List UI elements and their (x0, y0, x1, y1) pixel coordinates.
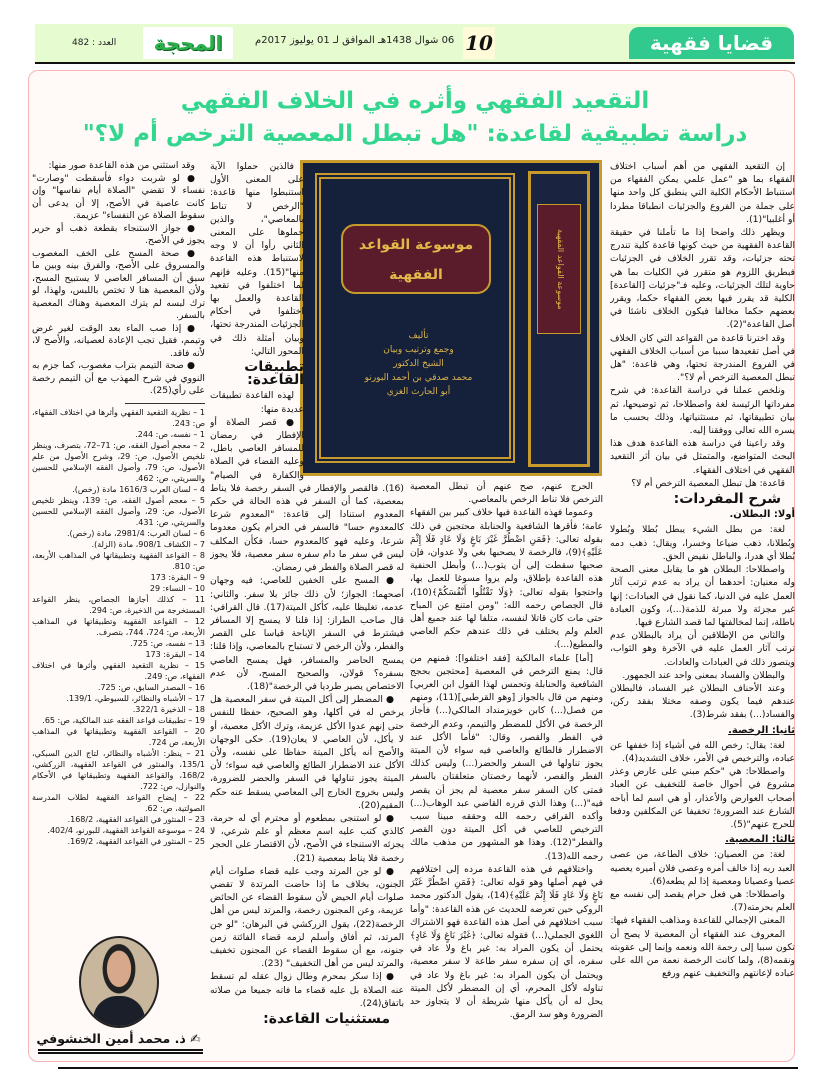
footnote: 4 – لسان العرب 1616/3 مادة (رخص). (72, 484, 205, 494)
book-spine: موسوعة القواعد الفقهية (528, 171, 590, 467)
paragraph: إن التقعيد الفقهي من أهم أسباب اختلاف الفقهاء بما هو "عمل علمي يمكن الفقهاء من استنباط الأحكام الكلية التي ينطبق كل واحد منها على جملة من الفروع والجزئيات انطباقا مطردا أو أغلبيا"(1). (610, 161, 795, 225)
paragraph: ● لو جن المرتد وجب عليه قضاء صلوات أيام الجنون، بخلاف ما إذا حاضت المرتدة لا تقضي صلوات أيام الحيض لأن سقوط القضاء عن الحائض عزيمة، وعن المجنون رخصة، والمرتد ليس من أهل الرخصة(22)، يقول الزركشي في البرهان: "لو جن المرتد، ثم أفاق وأسلم لزمه قضاء الفائتة زمن جنونه، مع أن سقوط القضاء عن المجنون تخفيف والمرتد ليس من أهل التخفيف" (23). (210, 865, 404, 970)
footnote: 23 – المنثور في القواعد الفقهية، 168/2. (67, 814, 205, 824)
paragraph: ● إذا سكر بمحرم وطال زوال عقله لم تسقط عنه الصلاة بل عليه قضاء ما فاته جميعا من صلاته باتفاق(24). (210, 971, 404, 1009)
paragraph: ● لو شربت دواء فأسقطت "وصارت" نفساء لا تقضي "الصلاة أيام نفاسها" وإن كانت عاصية في الأصح، إلا أن يدعى أن سقوط الصلاة عن النفساء" عزيمة. (32, 172, 205, 221)
paragraph: والثاني من الإطلاقين أن يراد بالبطلان عدم ترتب آثار العمل عليه في الآخرة وهو الثواب، ويتصور ذلك في العبادات والعادات. (610, 630, 795, 668)
author-name (32, 1031, 205, 1046)
footnote: 15 – نظرية التقعيد الفقهي وأثرها في اختلاف الفقهاء، ص: 249. (32, 660, 205, 681)
footnote: 24 – موسوعة القواعد الفقهية، للبورنو، 402/4. (47, 825, 205, 835)
paragraph: [أما] علماء المالكية [فقد اختلفوا]: فمنهم من قال: يمنع الترخص في المعصية [محتجين بحجج الشافعية والحنابلة وتحمس لهذا القول ابن العربي] ومنهم من قال بالجواز [وهو القرطبي](11)، ومنهم من فصل(...) كابن خويزمنداد المالكي(...) فأجاز الرخصة في الأكل للمضطر والتيمم، وعدم الرخصة في الفطر والقصر، وقال: "فأما الأكل عند الاضطرار فالطائع والعاصي فيه سواء لأن الميتة يجوز تناولها في السفر والحضر(...) وليس كذلك الفطر والقصر، لأنهما رخصتان متعلقتان بالسفر فمتى كان السفر سفر معصية لم يجز أن يقصر فيه"(...) وهذا الذي قرره القاضي عبد الوهاب(...) وأكده القرافي رحمه الله وحققه مبينا سبب الترخيص للعاصي في أكل الميتة دون القصر والفطر"(12). وهذا هو المشهور من مذهب مالك رحمه الله(13). (410, 652, 603, 862)
paragraph: الحرج عنهم، صح عنهم أن تبطل المعصية الترخص فلا تناط الرخص بالمعاصي. (410, 481, 603, 506)
heading-vocab: شرح المفردات: (673, 491, 781, 508)
footnote: 2 – معجم أصول الفقه، ص: 71–72، بتصرف، وينظر تلخيص الأصول، ص: 29، وشرح الأصول من علم الأصول، ص: 79، وأصول الفقه الإسلامي للحسين والسريتي، ص: 462. (32, 440, 205, 483)
footnote: 12 – القواعد الفقهية وتطبيقاتها في المذاهب الأربعة، ص: 724، 744، بتصرف. (32, 616, 205, 637)
footnote: 13 – نفسه، ص: 725. (130, 638, 205, 648)
paragraph: واختلافهم في هذه القاعدة مرده إلى اختلافهم في فهم أصلها وهو قوله تعالى: ﴿فَمَنِ اضْطُرَّ غَيْرَ بَاغٍ وَلَا عَادٍ فَلَا إِثْمَ عَلَيْهِ﴾(14)، يقول الدكتور محمد الروكي حين تعرضه للحديث عن هذه القاعدة: "وأما سبب اختلافهم في أصل هذه القاعدة فهو الاشتراك اللغوي الجملي(...) فقوله تعالى: ﴿غَيْرَ بَاغٍ وَلَا عَادٍ﴾ يحتمل أن يكون المراد به: غير باغ ولا عاد في سفره، أي إن سفره سفر طاعة لا سفر معصية، ويحتمل أن يكون المراد به: غير باغ ولا عاد في تناوله لأكل المحرم، أي إن المضطر لأكل الميتة يحل له أن يأكل منها شريطة أن لا يتجاوز حد الضرورة وهو سد الرمق. (410, 863, 603, 1021)
header-rule (35, 62, 795, 64)
paragraph: ونلخص عملنا في دراسة القاعدة: في شرح مفرداتها الرئيسة لغة واصطلاحا، ثم توضيحها، ثم بيان تطبيقاتها، ثم مستثنياتها، وذلك بحسب ما يسره الله تعالى ووفقنا إليه. (610, 385, 795, 437)
column-2 (410, 480, 603, 1055)
paragraph: المعنى الإجمالي للقاعدة ومذاهب الفقهاء فيها: (610, 915, 785, 927)
footnote: 19 – تطبيقات قواعد الفقه عند المالكية، ص: 65. (42, 715, 205, 725)
paragraph: ● المضطر إلى أكل الميتة في سفر المعصية هل يرخص له في أكلها، وهو الصحيح، حفظا للنفس حتى إنهم عدوا الأكل عزيمة، وترك الأكل معصية، أو لا يأكل، لأن العاصي لا يعان(19). حكى الوجهان والأصح أنه يأكل الميتة حفاظا على نفسه، ولأن الأكل عند الاضطرار الطائع والعاصي فيه سواء؛ لأن الميتة يجوز تناولها في السفر والحضر للضرورة، وليس بخروج الخارج إلى المعاصي يسقط عنه حكم المقيم(20). (210, 694, 404, 811)
footnotes (32, 407, 205, 847)
paragraph: وقد راعينا في دراسة هذه القاعدة هدف هذا البحث المتواضع، والمتمثل في بيان أثر التقعيد الفقهي في اختلاف الفقهاء. (610, 438, 795, 476)
footnote: 20 – القواعد الفقهية وتطبيقاتها في المذاهب الأربعة، ص 724. (32, 726, 205, 747)
article-title: التقعيد الفقهي وأثره في الخلاف الفقهي (180, 88, 650, 114)
author-rule (38, 1049, 203, 1054)
paragraph: ● جواز الاستنجاء بقطعة ذهب أو حرير يجوز في الأصح. (32, 222, 205, 246)
paragraph: ● المسح على الخفين للعاصي: فيه وجهان أصحهما: الجواز؛ لأن ذلك جائز بلا سفر. والثاني: عدمه، تغليظا عليه، كأكل الميتة(17). قال القرافي: قال صاحب الطراز: إذا قلنا لا يمسح إلا المسافر فيشترط في السفر الإباحة قياسا على القصر والفطر، ولأن الرخص لا تستباح بالمعاصي، وإذا قلنا: يمسح الحاضر والمسافر، فهل يمسح العاصي بسفره؟ قولان، والصحيح المسح، لأن عدم الاختصاص يصير طرديا في الرخصة"(18). (210, 575, 404, 692)
paragraph: ● لو استنجى بمطعوم أو محترم أي له حرمة، كالذي كتب عليه اسم معظم أو علم شرعي، لا يجزئه الاستنجاء في الأصح، لأن الاقتصار على الحجر رخصة فلا يناط بمعصية (21). (210, 812, 404, 864)
paragraph: فالذين حملوا الآية على المعنى الأول استنبطوا منها قاعدة: "الرخص لا تناط بالمعاصي"، والذين حملوها على المعنى الثاني رأوا أن لا وجه لاستنباط هذه القاعدة منها"(15). وعليه فإنهم لما اختلفوا في تقعيد القاعدة والعمل بها اختلفوا في أحكام الجزئيات المندرجة تحتها، وبيان أمثلة ذلك في المحور التالي: (210, 161, 304, 357)
footnote: 16 – المصدر السابق، ص: 725. (97, 682, 205, 692)
section-label: قضايا فقهية (629, 27, 794, 59)
paragraph: لغة: يقال: رخص الله في أشياء إذا خففها عن عباده، والترخيص في الأمر، خلاف التشديد(4). (610, 739, 795, 764)
author-photo (79, 936, 159, 1028)
footnote: 17 – الأشباه والنظائر، للسيوطي، 139/1. (66, 693, 205, 703)
paragraph: لغة: من العصيان: خلاف الطاعة، من عصى العبد ربه إذا خالف أمره وعصى فلان أميره يعصيه عصيا وعصيانا ومعصية إذا لم يطعه(6). (610, 849, 795, 887)
paragraph: قاعدة: هل تبطل المعصية الترخص أم لا؟ (631, 477, 785, 489)
paragraph: والبطلان والفساد بمعنى واحد عند الجمهور. (622, 669, 785, 681)
footnote: 6 – لسان العرب: 2981/4، مادة (رخص). (66, 528, 205, 538)
masthead-logo: المحجة (143, 27, 233, 59)
author-name-text: ذ. محمد أمين الخنشوفي (36, 1031, 186, 1046)
paragraph: ويظهر ذلك واضحا إذا ما تأملنا في حقيقة القاعدة الفقهية من حيث كونها قاعدة كلية تندرج تحته جزئيات، وقد تقرر الخلاف في الجزئيات فبطريق اللزوم هو متقرر في الكليات بما هي حاوية لتلك الجزئيات، وعليه فـ"جزئيات [القاعدة] الكلية قد يقرر فيها بعض الفقهاء حكما، ويقرر بعضهم حكما مخالفا فيكون الخلاف ناشئا في أصل القاعدة"(2). (610, 227, 795, 331)
paragraph: ● قصر الصلاة أو الإفطار في رمضان للمسافر العاصي باطل، وعليه القضاء في الصلاة والكفارة في الصيام"(16). فالقصر والإفطار في السفر رخصة فلا يناط بمعصية، كما أن السفر في هذه الحالة في حكم المعدوم استنادا إلى قاعدة: "المعدوم شرعا كالمعدوم حسا" فالسفر في الحرام يكون معدوما شرعا، وعليه فهو كالمعدوم حسا، فكأن المكلف ليس في سفر ما دام سفره سفر معصية، فلا يجوز له قصر الصلاة والفطر في رمضان. (210, 416, 404, 574)
paragraph: وعموما فهذه القاعدة فيها خلاف كبير بين الفقهاء عامة؛ فأقرها الشافعية والحنابلة محتجين في ذلك بقوله تعالى: ﴿فَمَنِ اضْطُرَّ غَيْرَ بَاغٍ وَلَا عَادٍ فَلَا إِثْمَ عَلَيْهِ﴾(9)، فالرخصة لا يصحبها بغي ولا عدوان، فإن صحبها سقطت إلى أن يتوب(...) وأبطل الحنفية هذه القاعدة بإطلاق، ولم يروا مسوغا للعمل بها، واحتجوا بقوله تعالى: ﴿وَلَا تَقْتُلُوا أَنْفُسَكُمْ﴾(10)، قال الجصاص رحمه الله: "ومن امتنع عن المباح حتى مات كان قاتلا لنفسه، متلفا لها عند جميع أهل العلم ولم يختلف في ذلك عندهم حكم العاصي والمطيع(...). (410, 507, 603, 651)
footnote: 21 – ينظر: الأشباه والنظائر، لتاج الدين السبكي، 135/1، والمنثور في القواعد الفقهية، الزركشي، 168/2، والقواعد الفقهية وتطبيقاتها في الأحكام والنوازل، ص: 722. (32, 748, 205, 791)
book-title: موسوعة القواعد الفقهية (341, 224, 491, 294)
paragraph: ● صحة المسح على الخف المغصوب والمسروق على الأصح، والفرق بينه وبين ما سبق أن المسافر العاصي لا يستبيح المسح، ولأن المعصية هنا لا تختص باللبس، ولهذا، لو ترك لبسه لم يترك المعصية وهناك المعصية بالسفر. (32, 247, 205, 321)
footnote: 11 – كذلك أجازها الجصاص، ينظر القواعد المستخرجة من الذخيرة، ص: 294. (32, 594, 205, 615)
footnote: 1 – نظرية التقعيد الفقهي وأثرها في اختلاف الفقهاء، ص: 243. (32, 407, 205, 428)
heading-nullity: أولا: البطلان. (729, 509, 795, 521)
pen-icon: ✍ (185, 1031, 201, 1046)
column-4 (32, 160, 205, 932)
footnote: 10 – النساء: 29 (149, 583, 205, 593)
footnote: 22 – إيضاح القواعد الفقهية لطلاب المدرسة الصولتية، ص: 62. (32, 792, 205, 813)
footnote: 9 – البقرة: 173 (150, 572, 205, 582)
column-1 (610, 160, 795, 1050)
page-number: 10 (463, 27, 495, 59)
paragraph: المعروف عند الفقهاء أن المعصية لا يصح أن تكون سببا إلى رحمة الله ونعمه وإنما إلى عقوبته ونقمه(8)، ولما كانت الرخصة نعمة من الله على عباده لإعانتهم والتخفيف عنهم ورفع (610, 928, 795, 980)
paragraph: وقد اخترنا قاعدة من القواعد التي كان الخلاف في أصل تقعيدها سببا من أسباب الخلاف الفقهي في الفروع المندرجة تحتها، وهي قاعدة: "هل تبطل المعصية الترخص أم لا؟". (610, 332, 795, 384)
paragraph: لهذه القاعدة تطبيقات عديدة منها: (210, 390, 304, 415)
footnote: 1 – نفسه، ص: 244. (135, 429, 205, 439)
footnote: 25 – المنثور في القواعد الفقهية، 169/2. (67, 836, 205, 846)
paragraph: واصطلاحا: البطلان هو ما يقابل معنى الصحة وله معنيان: أحدهما أن يراد به عدم ترتب آثار العمل عليه في الدنيا، كما نقول في العبادات: إنها غير مجزئة ولا مبرئة للذمة(...)، وكون العبادة باطلة، إنما لمخالفتها لما قصد الشارع فيها. (610, 564, 795, 628)
paragraph: واصطلاحا: هي "حكم مبني على عارض وعذر مشروع في أحوال خاصة للتخفيف عن العباد أصحاب العوارض والأعذار، أو هي اسم لما أباحه الشارع عند الضرورة؛ تخفيفا عن المكلفين ودفعا للحرج عنهم"(5). (610, 766, 795, 830)
book-credits: تأليف وجمع وترتيب وبيان الشيخ الدكتور محمد صدقي بن أحمد البورنو أبو الحارث الغزي (364, 331, 473, 397)
footnote: 8 – القواعد الفقهية وتطبيقاتها في المذاهب الأربعة، ص: 810. (32, 550, 205, 571)
issue-date: 06 شوال 1438هـ الموافق لـ 01 يوليوز 2017م (255, 35, 455, 46)
footnote: 14 – البقرة: 173 (145, 649, 205, 659)
footnote: 5 – معجم أصول الفقه، ص: 139، وينظر تلخيص الأصول، ص: 29، وأصول الفقه الإسلامي للحسين والسريتي، ص: 431. (32, 495, 205, 527)
paragraph: واصطلاحا: هي فعل حرام يقصد إلى نفسه مع العلم بحرمته(7). (610, 888, 795, 914)
footnote-separator (125, 403, 205, 404)
paragraph: وعند الأحناف البطلان غير الفساد، فالبطلان عندهم فيما يكون وصفه مختلا بفقد ركن، والفساد(...) بفقد شرط(3). (610, 682, 795, 721)
issue-number: العدد : 482 (72, 38, 117, 48)
article-subtitle: دراسة تطبيقية لقاعدة: "هل تبطل المعصية الترخص أم لا؟" (82, 121, 748, 147)
paragraph: ● إذا صب الماء بعد الوقت لغير غرض وتيمم، فقيل تجب الإعادة لعصيانه، والأصح لا، لأنه فاقد. (32, 322, 205, 359)
footnote: 7 – الكشاف 908/1، مادة (الزلة). (91, 539, 205, 549)
paragraph: لغة: من بطل الشيء يبطل بُطلا وبُطولا وبُطلانا، ذهب ضياعا وخسرا، ويقال: ذهب دمه بُطلا أي هدرا، والباطل نقيض الحق. (610, 524, 795, 562)
heading-applications: تطبيقات القاعدة: (244, 359, 304, 389)
footer-rule (58, 1067, 798, 1069)
footnote: 18 – الذخيرة 322/1. (132, 704, 205, 714)
column-3 (210, 160, 404, 1055)
heading-sin: ثالثا: المعصية. (725, 834, 795, 846)
heading-exceptions: مستثنيات القاعدة: (263, 1011, 390, 1027)
heading-concession: ثانيا: الرخصة. (728, 724, 795, 736)
paragraph: وقد استثني من هذه القاعدة صور منها: (48, 160, 195, 171)
paragraph: ● صحة التيمم بتراب مغصوب، كما جزم به النووي في شرح المهذب مع أن التيمم رخصة على رأي(25). (32, 360, 205, 396)
